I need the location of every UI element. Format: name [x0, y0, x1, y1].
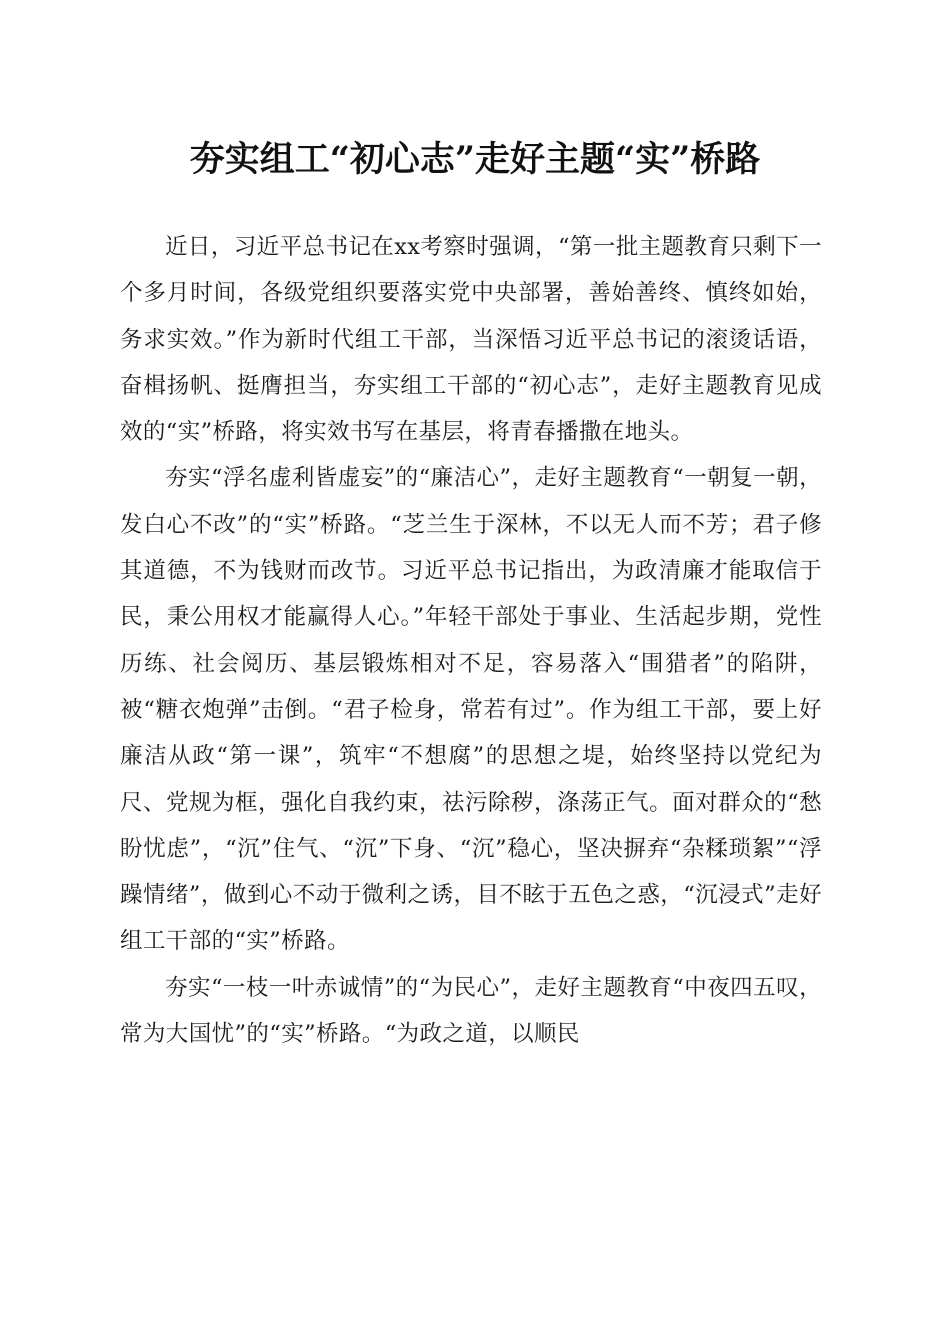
- paragraph: 夯实“浮名虚利皆虚妄”的“廉洁心”，走好主题教育“一朝复一朝，发白心不改”的“实”桥路。“芝兰生于深林，不以无人而不芳；君子修其道德，不为钱财而改节。习近平总书记指出，为政清廉才能取信于民，秉公用权才能赢得人心。”年轻干部处于事业、生活起步期，党性历练、社会阅历、基层锻炼相对不足，容易落入“围猎者”的陷阱，被“糖衣炮弹”击倒。“君子检身，常若有过”。作为组工干部，要上好廉洁从政“第一课”，筑牢“不想腐”的思想之堤，始终坚持以党纪为尺、党规为框，强化自我约束，祛污除秽，涤荡正气。面对群众的“愁盼忧虑”，“沉”住气、“沉”下身、“沉”稳心，坚决摒弃“杂糅琐絮”“浮躁情绪”，做到心不动于微利之诱，目不眩于五色之惑，“沉浸式”走好组工干部的“实”桥路。: [120, 465, 822, 955]
- document-body: [120, 224, 822, 1057]
- document-title: 夯实组工“初心志”走好主题“实”桥路: [189, 139, 761, 180]
- paragraph: 夯实“一枝一叶赤诚情”的“为民心”，走好主题教育“中夜四五叹，常为大国忧”的“实”桥路。“为政之道，以顺民: [120, 974, 822, 1048]
- paragraph: 近日，习近平总书记在xx考察时强调，“第一批主题教育只剩下一个多月时间，各级党组织要落实党中央部署，善始善终、慎终如始，务求实效。”作为新时代组工干部，当深悟习近平总书记的滚烫话语，奋楫扬帆、挺膺担当，夯实组工干部的“初心志”，走好主题教育见成效的“实”桥路，将实效书写在基层，将青春播撒在地头。: [120, 234, 822, 446]
